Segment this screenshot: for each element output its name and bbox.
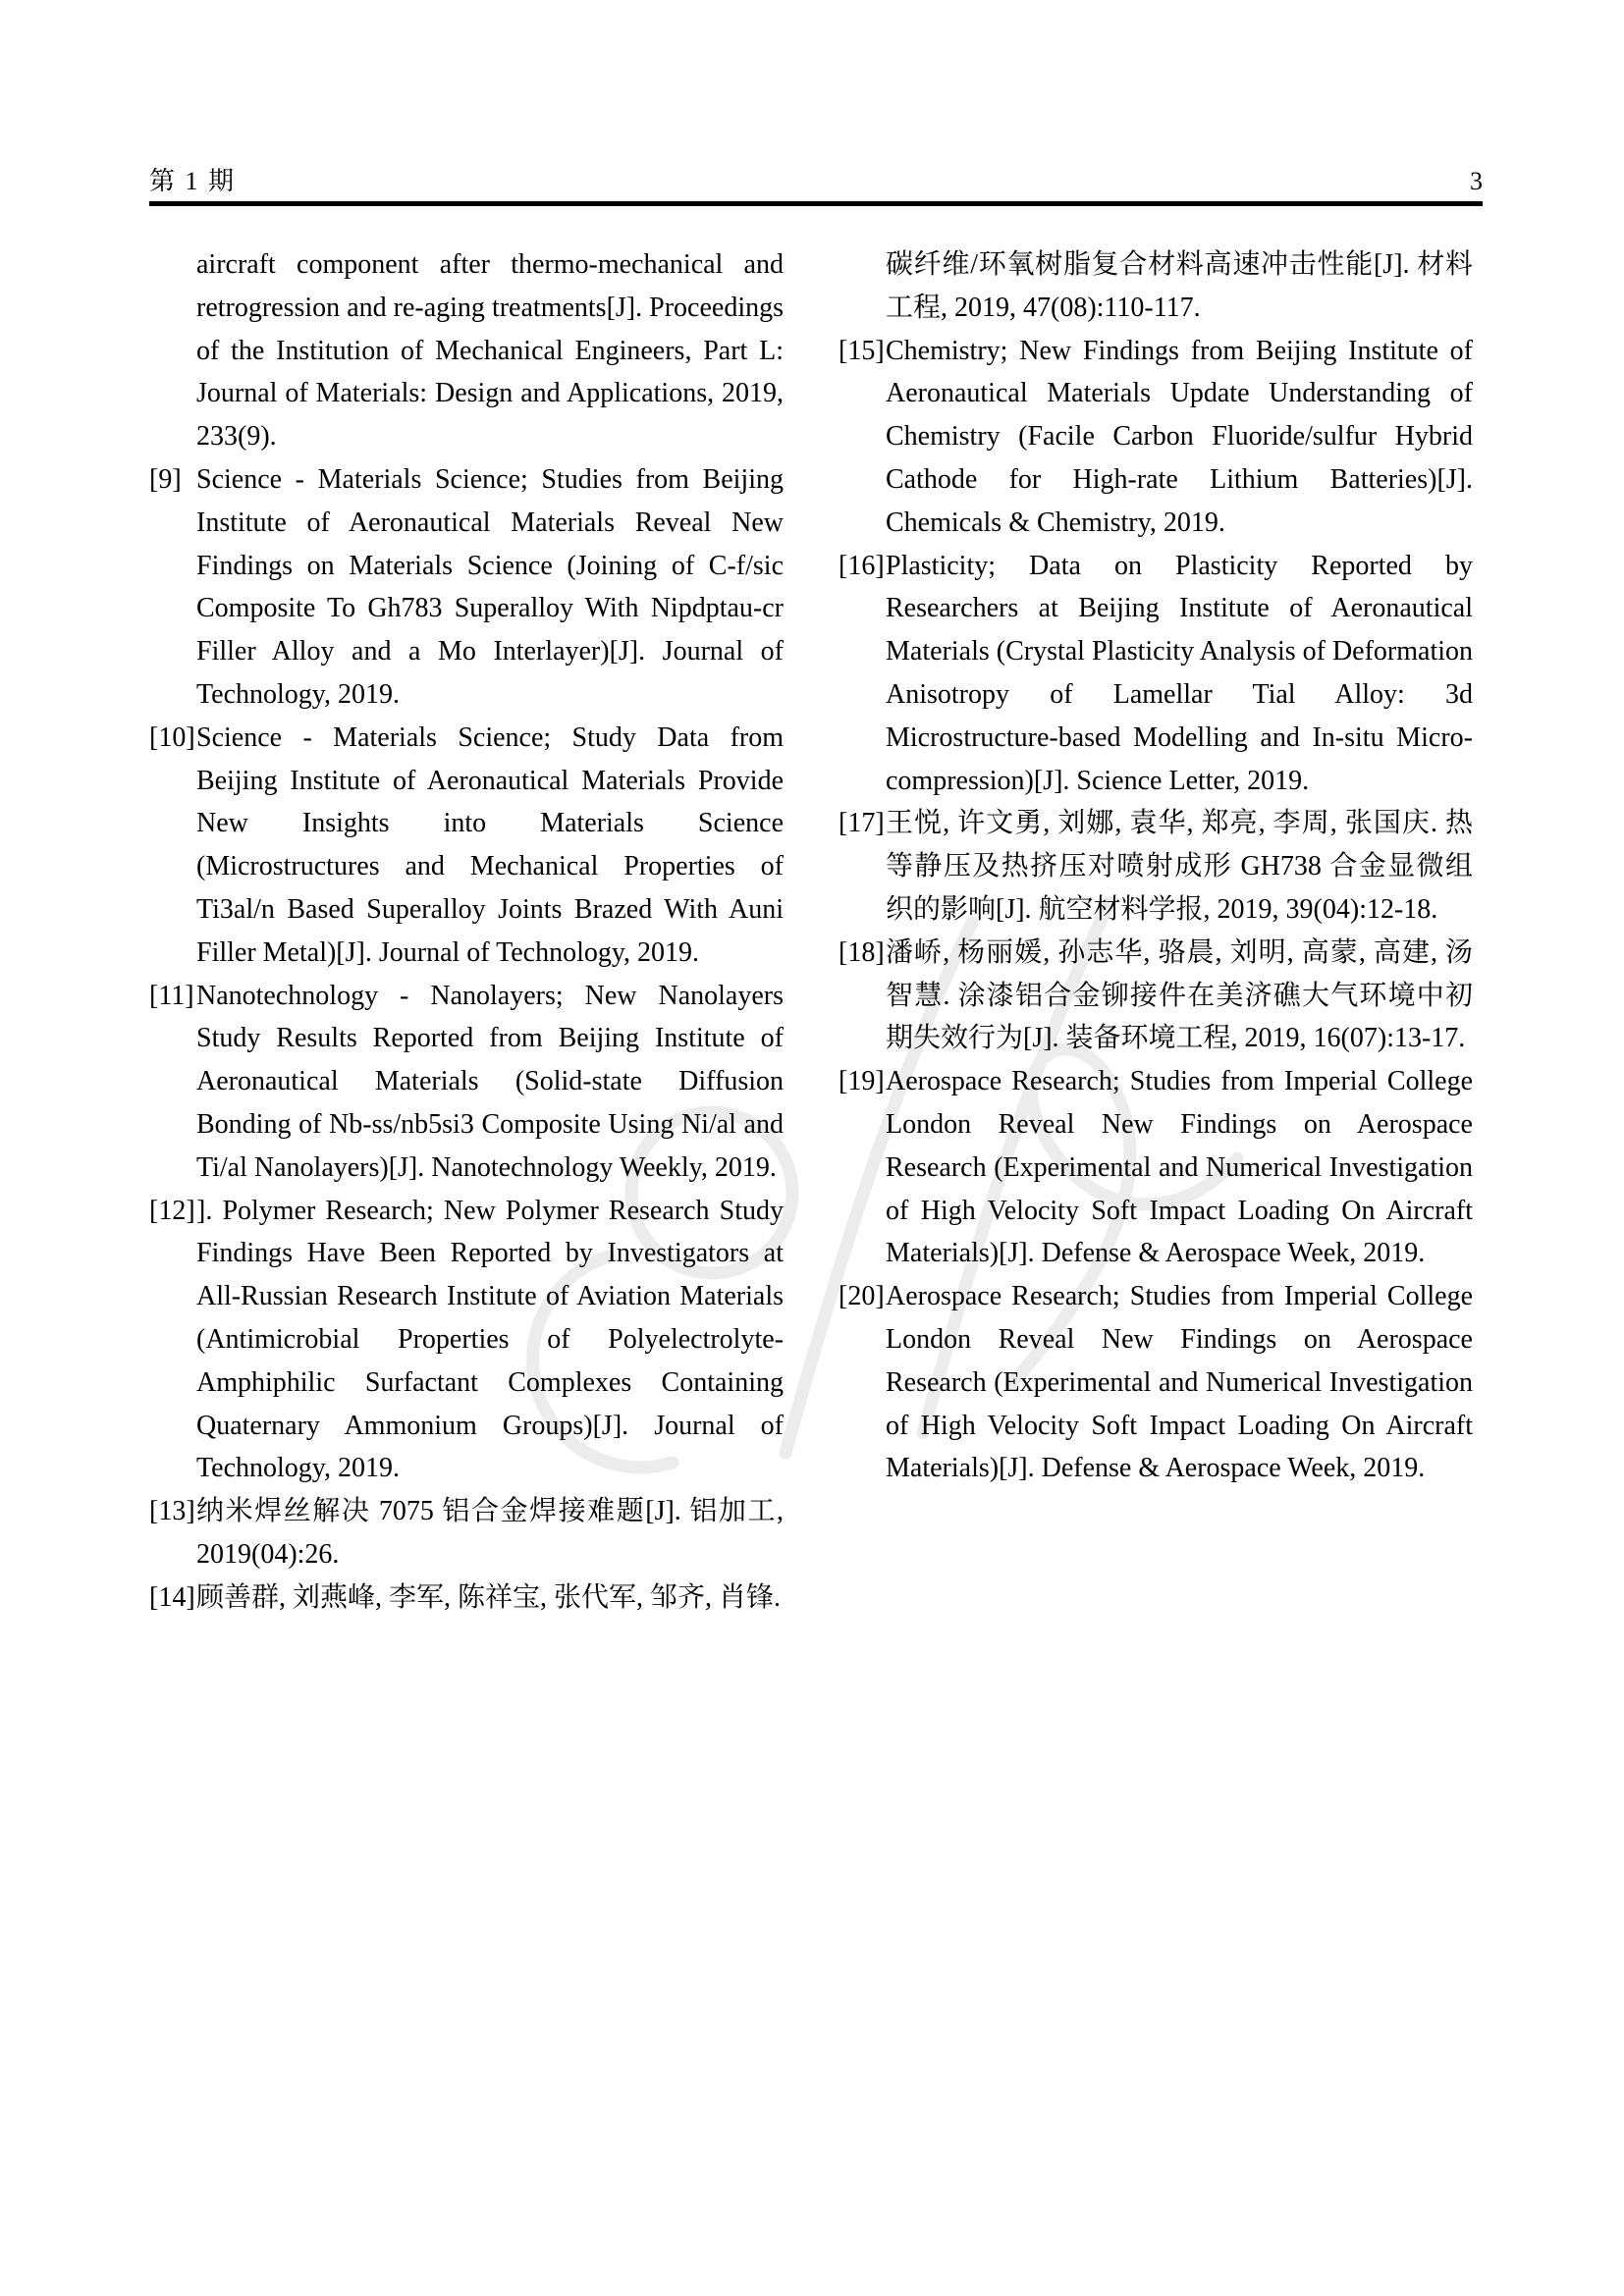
- page-header: [149, 167, 1483, 196]
- header-rule: [149, 201, 1483, 206]
- page-number: 3: [1470, 167, 1483, 195]
- reference-label: [12]: [149, 1195, 195, 1226]
- reference-label: [13]: [149, 1496, 195, 1527]
- reference-text: 碳纤维/环氧树脂复合材料高速冲击性能[J]. 材料工程, 2019, 47(08):110-117.: [886, 249, 1473, 323]
- reference-19: [839, 1060, 1473, 1275]
- reference-11: [149, 975, 784, 1190]
- reference-label: [10]: [149, 721, 195, 753]
- reference-18: [839, 932, 1473, 1060]
- reference-text: 顾善群, 刘燕峰, 李军, 陈祥宝, 张代军, 邹齐, 肖锋.: [196, 1581, 782, 1613]
- reference-text: aircraft component after thermo-mechanical and retrogression and re-aging treatments[J]. Proceedings of the Institution of Mechanical Engineers, Part L: Journal of Materials: Design and Applications, 2019, 233(9).: [196, 249, 784, 453]
- reference-label: [15]: [839, 335, 885, 366]
- reference-text: 潘峤, 杨丽媛, 孙志华, 骆晨, 刘明, 高蒙, 高建, 汤智慧. 涂漆铝合金铆接件在美济礁大气环境中初期失效行为[J]. 装备环境工程, 2019, 16(07):13-17.: [886, 936, 1473, 1054]
- reference-15: [839, 330, 1473, 545]
- reference-label: [11]: [149, 980, 194, 1011]
- reference-text: Aerospace Research; Studies from Imperial College London Reveal New Findings on Aerospace Research (Experimental and Numerical Investigation of High Velocity Soft Impact Loading On Aircraft Materials)[J]. Defense & Aerospace Week, 2019.: [886, 1281, 1473, 1484]
- reference-label: [17]: [839, 808, 885, 839]
- right-column: [839, 243, 1473, 1620]
- reference-label: [14]: [149, 1581, 195, 1613]
- reference-9: [149, 458, 784, 717]
- reference-14-continuation: [839, 243, 1473, 330]
- reference-10: [149, 717, 784, 975]
- reference-text: Nanotechnology - Nanolayers; New Nanolayers Study Results Reported from Beijing Institute of Aeronautical Materials (Solid-state Diffusion Bonding of Nb-ss/nb5si3 Composite Using Ni/al and Ti/al Nanolayers)[J]. Nanotechnology Weekly, 2019.: [196, 980, 784, 1183]
- reference-20: [839, 1275, 1473, 1490]
- reference-text: Plasticity; Data on Plasticity Reported by Researchers at Beijing Institute of Aeronautical Materials (Crystal Plasticity Analysis of Deformation Anisotropy of Lamellar Tial Alloy: 3d Microstructure-based Modelling and In-situ Micro-compression)[J]. Science Letter, 2019.: [886, 550, 1474, 796]
- reference-label: [20]: [839, 1281, 885, 1312]
- reference-text: Chemistry; New Findings from Beijing Institute of Aeronautical Materials Update Understanding of Chemistry (Facile Carbon Fluoride/sulfur Hybrid Cathode for High-rate Lithium Batteries)[J]. Chemicals & Chemistry, 2019.: [886, 335, 1473, 538]
- reference-14: [149, 1576, 784, 1620]
- reference-8-continuation: [149, 243, 784, 458]
- reference-12: [149, 1190, 784, 1491]
- issue-label: 第 1 期: [149, 167, 237, 195]
- reference-label: [19]: [839, 1066, 885, 1097]
- reference-label: [16]: [839, 550, 885, 581]
- reference-text: 纳米焊丝解决 7075 铝合金焊接难题[J]. 铝加工, 2019(04):26.: [196, 1496, 784, 1570]
- reference-13: [149, 1490, 784, 1576]
- reference-16: [839, 545, 1473, 803]
- reference-text: 王悦, 许文勇, 刘娜, 袁华, 郑亮, 李周, 张国庆. 热等静压及热挤压对喷射成形 GH738 合金显微组织的影响[J]. 航空材料学报, 2019, 39(04):12-18.: [886, 808, 1473, 925]
- left-column: [149, 243, 784, 1620]
- reference-text: Science - Materials Science; Study Data from Beijing Institute of Aeronautical Materials Provide New Insights into Materials Science (Microstructures and Mechanical Properties of Ti3al/n Based Superalloy Joints Brazed With Auni Filler Metal)[J]. Journal of Technology, 2019.: [196, 721, 784, 968]
- reference-list: [149, 243, 1473, 1620]
- reference-text: Science - Materials Science; Studies from Beijing Institute of Aeronautical Materials Reveal New Findings on Materials Science (Joining of C-f/sic Composite To Gh783 Superalloy With Nipdptau-cr Filler Alloy and a Mo Interlayer)[J]. Journal of Technology, 2019.: [196, 463, 784, 710]
- reference-text: Aerospace Research; Studies from Imperial College London Reveal New Findings on Aerospace Research (Experimental and Numerical Investigation of High Velocity Soft Impact Loading On Aircraft Materials)[J]. Defense & Aerospace Week, 2019.: [886, 1066, 1473, 1269]
- reference-label: [9]: [149, 463, 182, 495]
- reference-17: [839, 802, 1473, 931]
- reference-text: ]. Polymer Research; New Polymer Research Study Findings Have Been Reported by Investigators at All-Russian Research Institute of Aviation Materials (Antimicrobial Properties of Polyelectrolyte-Amphiphilic Surfactant Complexes Containing Quaternary Ammonium Groups)[J]. Journal of Technology, 2019.: [196, 1195, 784, 1484]
- reference-label: [18]: [839, 936, 885, 968]
